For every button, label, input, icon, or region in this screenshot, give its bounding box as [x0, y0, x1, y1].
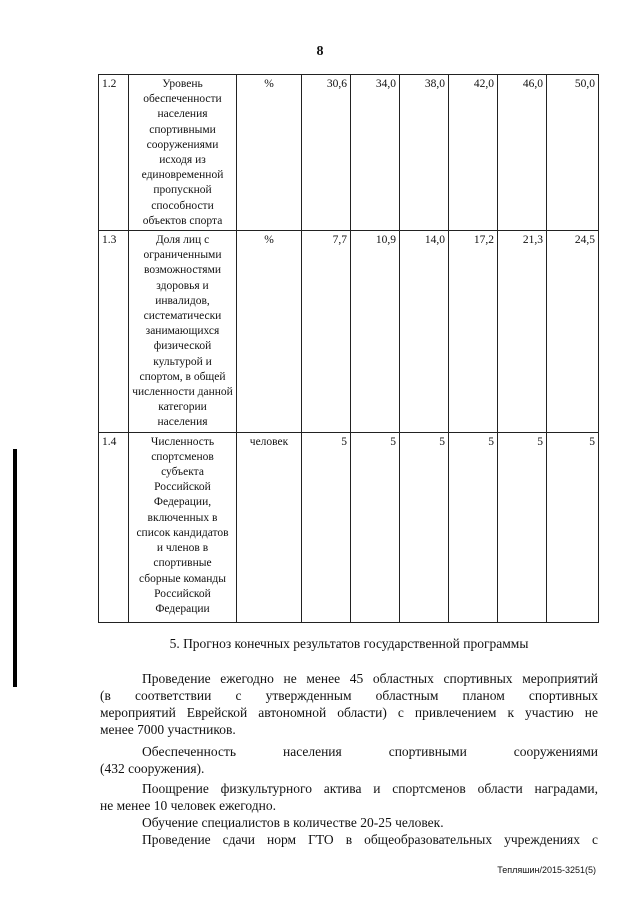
row-number: 1.2: [99, 75, 129, 231]
text-line: Обеспеченность населения спортивными сооружениями: [142, 744, 598, 759]
row-number: 1.3: [99, 231, 129, 433]
indicator-unit: человек: [237, 432, 302, 622]
value-cell: 34,0: [351, 75, 400, 231]
section-title: 5. Прогноз конечных результатов государственной программы: [169, 636, 529, 651]
table-row: [99, 231, 599, 433]
value-cell: 46,0: [498, 75, 547, 231]
value-cell: 38,0: [400, 75, 449, 231]
indicator-unit: %: [237, 75, 302, 231]
text-line: Проведение ежегодно не менее 45 областных спортивных мероприятий: [142, 671, 598, 686]
value-cell: 24,5: [547, 231, 599, 433]
indicator-name: Доля лиц с ограниченными возможностями здоровья и инвалидов, систематически занимающихся физической культурой и спортом, в общей численности данной категории населения: [129, 231, 237, 433]
value-cell: 21,3: [498, 231, 547, 433]
value-cell: 17,2: [449, 231, 498, 433]
text-line: мероприятий Еврейской автономной области) с привлечением к участию не: [100, 705, 598, 720]
text-line: Поощрение физкультурного актива и спортсменов области наградами,: [142, 781, 598, 796]
value-cell: 5: [547, 432, 599, 622]
text-line: не менее 10 человек ежегодно.: [100, 798, 276, 813]
value-cell: 5: [302, 432, 351, 622]
paragraph-training: [100, 814, 598, 831]
indicator-unit: %: [237, 231, 302, 433]
value-cell: 42,0: [449, 75, 498, 231]
value-cell: 5: [449, 432, 498, 622]
text-line: Обучение специалистов в количестве 20-25 человек.: [142, 815, 444, 830]
paragraph-awards: [100, 780, 598, 814]
document-reference: Тепляшин/2015-3251(5): [497, 865, 596, 875]
text-line: (432 сооружения).: [100, 761, 205, 776]
page-number: 8: [316, 44, 324, 59]
paragraph-events: [100, 670, 598, 738]
value-cell: 5: [498, 432, 547, 622]
value-cell: 10,9: [351, 231, 400, 433]
paragraph-facilities: [100, 743, 598, 777]
paragraph-gto: [100, 831, 598, 848]
value-cell: 5: [400, 432, 449, 622]
text-line: (в соответствии с утвержденным областным планом спортивных: [100, 688, 598, 703]
scan-edge-mark: [13, 449, 17, 687]
text-line: менее 7000 участников.: [100, 722, 236, 737]
value-cell: 50,0: [547, 75, 599, 231]
indicator-name: Численность спортсменов субъекта Российской Федерации, включенных в список кандидатов и членов в спортивные сборные команды Российской Федерации: [129, 432, 237, 622]
table-row: [99, 75, 599, 231]
value-cell: 14,0: [400, 231, 449, 433]
row-number: 1.4: [99, 432, 129, 622]
value-cell: 30,6: [302, 75, 351, 231]
value-cell: 7,7: [302, 231, 351, 433]
indicator-name: Уровень обеспеченности населения спортивными сооружениями исходя из единовременной пропускной способности объектов спорта: [129, 75, 237, 231]
table-row: [99, 432, 599, 622]
value-cell: 5: [351, 432, 400, 622]
indicators-table: [98, 74, 599, 623]
text-line: Проведение сдачи норм ГТО в общеобразовательных учреждениях с: [142, 832, 598, 847]
